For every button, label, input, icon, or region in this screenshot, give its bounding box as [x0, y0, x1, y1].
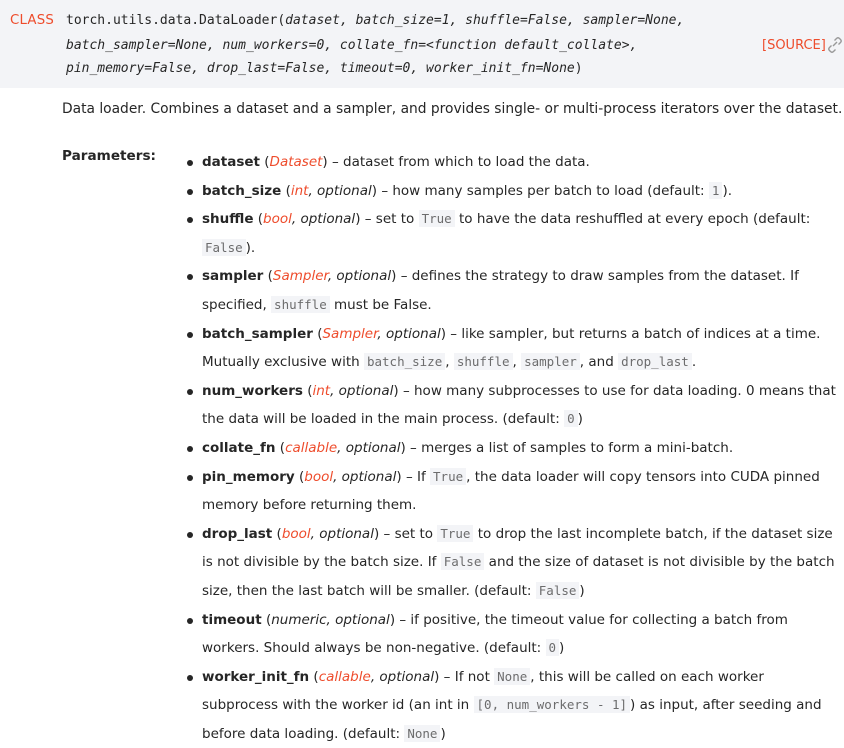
param-batch-sampler — [202, 320, 842, 377]
param-desc: ). — [722, 182, 732, 199]
param-name: drop_last — [202, 525, 273, 542]
param-desc: ). — [245, 239, 256, 256]
type-link-callable[interactable]: callable — [318, 668, 371, 685]
permalink-icon[interactable] — [828, 37, 842, 53]
param-name: collate_fn — [202, 439, 276, 456]
param-desc: , — [445, 354, 454, 371]
param-desc: , this will be called on each worker subprocess with the worker id (an int in — [202, 668, 764, 714]
param-desc: ) as input, after seeding and before data loading. (default: — [202, 697, 822, 742]
signature-line-1 — [66, 13, 684, 28]
code-literal: 1 — [709, 182, 723, 199]
param-worker-init-fn — [202, 663, 842, 748]
source-link[interactable]: [SOURCE] — [762, 38, 826, 53]
code-literal: True — [430, 468, 466, 485]
code-literal: None — [494, 668, 530, 685]
param-shuffle — [202, 205, 842, 262]
param-batch-size — [202, 177, 842, 206]
paren: ) — [440, 325, 446, 342]
paren: ( — [302, 382, 313, 399]
paren: ( — [261, 611, 272, 628]
paren: ( — [294, 468, 305, 485]
type-link-bool[interactable]: bool — [263, 211, 292, 228]
param-desc: – defines the strategy to draw samples from the dataset. If specified, — [202, 268, 799, 313]
param-name: timeout — [202, 611, 262, 628]
code-literal: False — [202, 239, 246, 256]
type-optional: , optional — [377, 325, 441, 342]
param-desc: – set to — [379, 525, 438, 542]
signature-line-2 — [66, 38, 637, 53]
param-name: sampler — [202, 268, 264, 285]
type-optional: , optional — [370, 668, 435, 685]
type-optional: , optional — [291, 211, 356, 228]
type-optional: , optional — [337, 439, 401, 456]
code-literal: batch_size — [364, 353, 445, 370]
type-link-int[interactable]: int — [312, 382, 331, 399]
paren: ( — [272, 525, 282, 542]
param-desc: ) — [559, 640, 565, 657]
signature-args-2: batch_sampler=None, num_workers=0, collate_fn=<function default_collate>, — [66, 38, 638, 53]
param-desc: , the data loader will copy tensors into CUDA pinned memory before returning them. — [202, 468, 820, 514]
paren: ( — [309, 668, 319, 685]
code-literal: sampler — [521, 353, 580, 370]
code-literal: True — [419, 210, 455, 227]
paren: ) — [400, 439, 406, 456]
type-optional: , optional — [330, 382, 394, 399]
param-desc: – like sampler, but returns a batch of indices at a time. Mutually exclusive with — [202, 325, 821, 371]
param-pin-memory — [202, 463, 842, 520]
type-link-int[interactable]: int — [290, 182, 309, 199]
code-literal: shuffle — [454, 353, 513, 370]
param-desc: – how many samples per batch to load (default: — [377, 182, 709, 199]
param-desc: – how many subprocesses to use for data loading. 0 means that the data will be loaded in the main process. (default: — [202, 382, 836, 428]
param-desc: must be False. — [329, 296, 432, 313]
paren: ( — [259, 154, 270, 170]
param-desc: – merges a list of samples to form a mini-batch. — [405, 439, 734, 456]
signature-close-paren: ) — [574, 61, 583, 76]
param-desc: ) — [579, 582, 585, 599]
class-signature — [0, 0, 844, 88]
param-desc: to have the data reshuffled at every epoch (default: — [454, 211, 811, 228]
param-desc: – dataset from which to load the data. — [327, 154, 590, 170]
param-desc: , — [512, 354, 522, 371]
paren: ( — [312, 325, 323, 342]
class-description: Data loader. Combines a dataset and a sampler, and provides single- or multi-process iterators over the dataset. — [62, 101, 843, 117]
class-name: torch.utils.data.DataLoader( — [66, 13, 286, 28]
signature-line-3 — [66, 61, 583, 76]
paren: ) — [373, 525, 380, 542]
paren: ( — [253, 211, 264, 228]
code-literal: [0, num_workers - 1] — [474, 696, 631, 713]
signature-args-3: pin_memory=False, drop_last=False, timeout=0, worker_init_fn=None — [66, 61, 575, 76]
code-literal: drop_last — [618, 353, 692, 370]
paren: ) — [355, 211, 361, 228]
param-type: numeric, optional — [271, 611, 390, 628]
param-name: dataset — [202, 154, 260, 170]
param-desc: – If — [401, 468, 431, 485]
param-collate-fn — [202, 434, 842, 463]
paren: ) — [371, 182, 378, 199]
code-literal: None — [404, 725, 440, 742]
type-optional: , optional — [310, 525, 374, 542]
code-literal: True — [437, 525, 473, 542]
paren: ) — [434, 668, 440, 685]
param-drop-last — [202, 520, 842, 606]
paren: ) — [393, 382, 399, 399]
code-literal: False — [536, 582, 580, 599]
param-name: shuffle — [202, 211, 254, 228]
paren: ( — [275, 439, 286, 456]
param-name: pin_memory — [202, 468, 295, 485]
type-optional: , optional — [333, 468, 397, 485]
paren: ) — [389, 611, 396, 628]
param-desc: , and — [579, 354, 619, 371]
param-desc: . — [691, 354, 697, 371]
type-link-sampler[interactable]: Sampler — [322, 325, 378, 342]
type-optional: , optional — [308, 182, 372, 199]
code-literal: 0 — [546, 639, 560, 656]
type-link-bool[interactable]: bool — [304, 468, 334, 485]
code-literal: 0 — [564, 410, 578, 427]
type-link-bool[interactable]: bool — [281, 525, 311, 542]
class-label: CLASS — [10, 13, 54, 28]
param-desc: and the size of dataset is not divisible by the batch size, then the last batch will be smaller. (default: — [202, 554, 835, 599]
parameters-label: Parameters: — [62, 148, 156, 164]
signature-args-1: dataset, batch_size=1, shuffle=False, sampler=None, — [285, 13, 685, 28]
param-num-workers — [202, 377, 842, 434]
paren: ) — [391, 268, 397, 285]
param-desc: – If not — [439, 668, 495, 685]
param-sampler — [202, 262, 842, 319]
param-desc: ) — [577, 411, 583, 428]
type-optional: , optional — [327, 268, 392, 285]
param-dataset — [202, 148, 842, 177]
param-timeout — [202, 606, 842, 663]
paren: ) — [396, 468, 402, 485]
param-desc: to drop the last incomplete batch, if the dataset size is not divisible by the batch size. If — [202, 525, 833, 571]
paren: ) — [322, 154, 328, 170]
code-literal: shuffle — [271, 296, 330, 313]
paren: ( — [263, 268, 273, 285]
param-desc: – if positive, the timeout value for collecting a batch from workers. Should always be non-negative. (default: — [202, 611, 788, 657]
param-name: batch_size — [202, 182, 282, 199]
type-link-sampler[interactable]: Sampler — [272, 268, 328, 285]
paren: ( — [281, 182, 291, 199]
type-link-dataset[interactable]: Dataset — [269, 154, 323, 170]
type-link-callable[interactable]: callable — [285, 439, 338, 456]
param-name: num_workers — [202, 382, 303, 399]
code-literal: False — [441, 553, 485, 570]
param-desc: – set to — [360, 211, 419, 228]
param-desc: ) — [440, 725, 446, 742]
param-name: worker_init_fn — [202, 668, 310, 685]
param-name: batch_sampler — [202, 325, 313, 342]
parameters-list — [202, 148, 842, 748]
